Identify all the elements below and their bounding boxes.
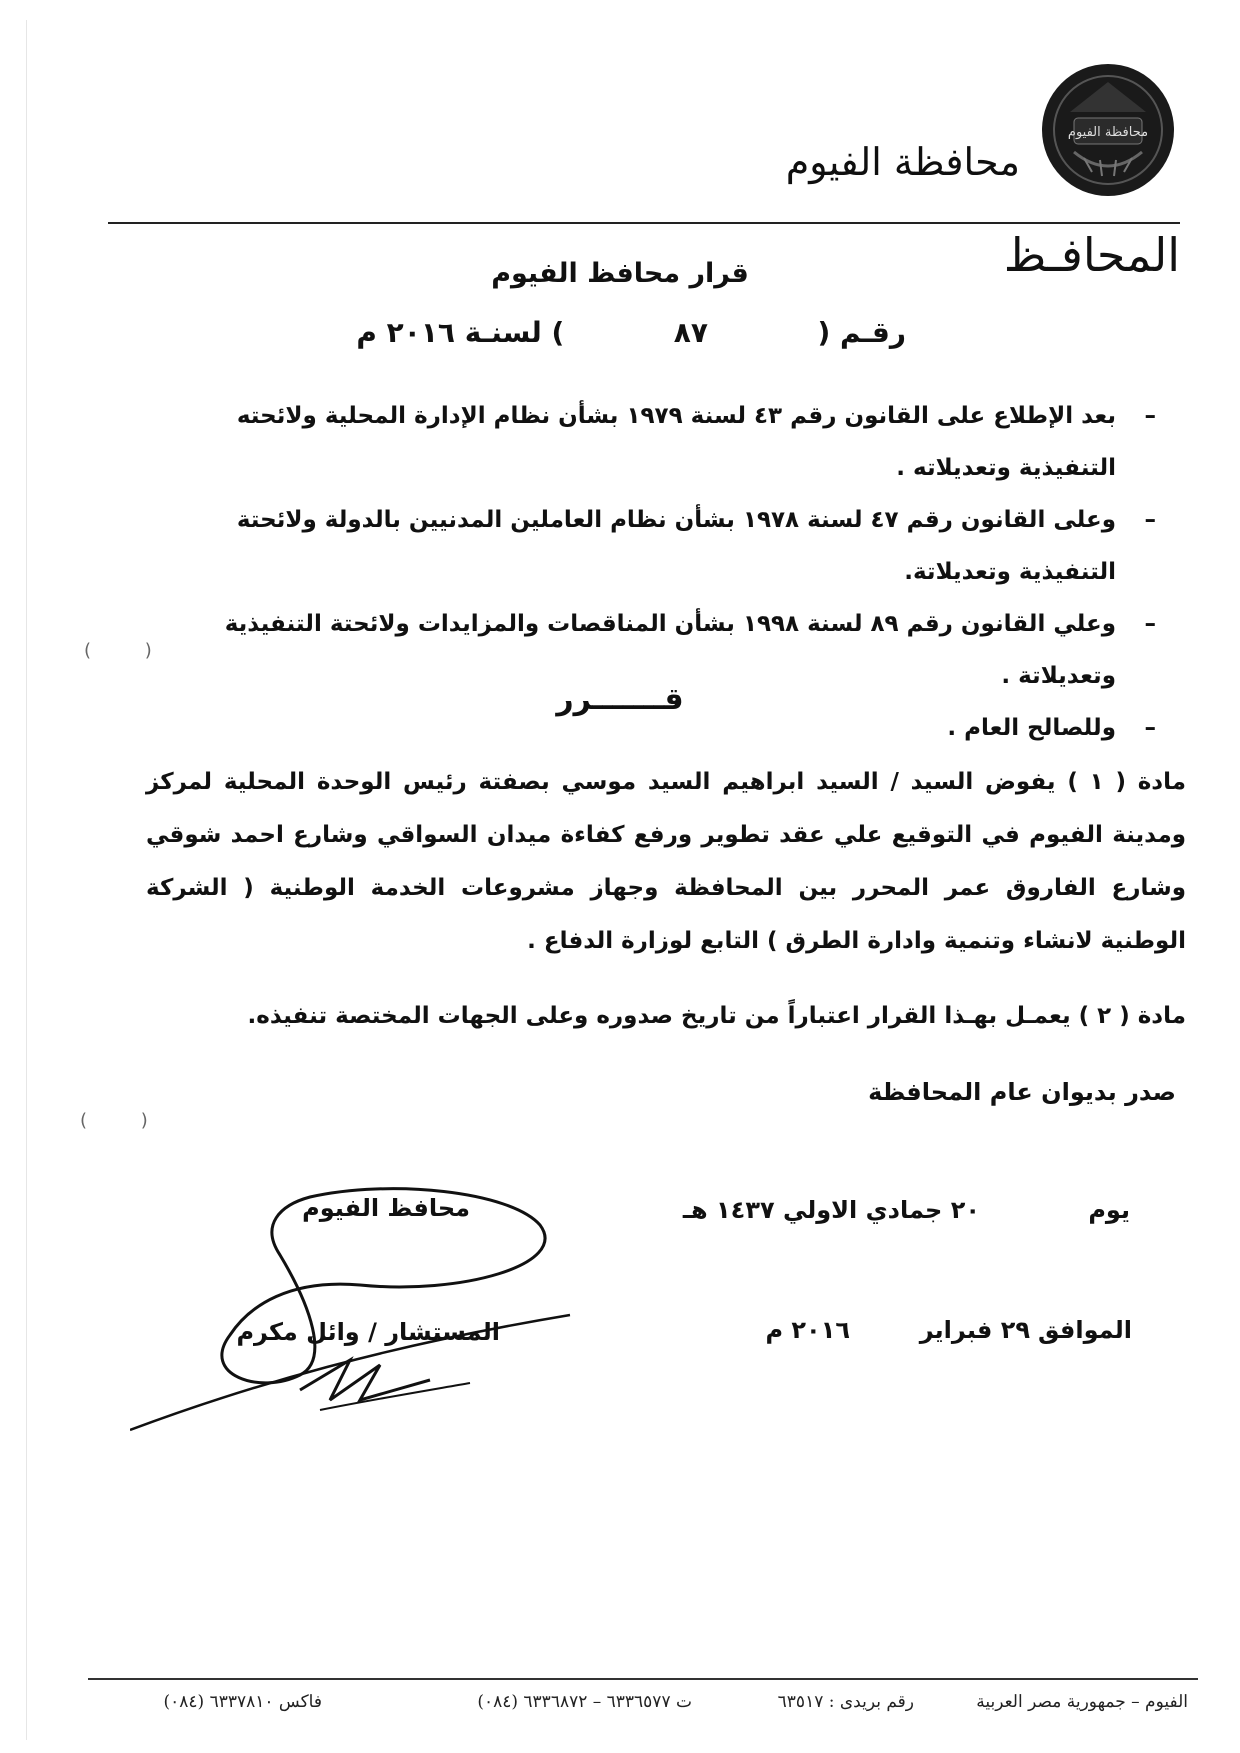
signatory-title: محافظ الفيوم: [302, 1194, 470, 1222]
article-1-label: مادة ( ١ ): [1067, 769, 1186, 795]
preamble-text: بعد الإطلاع على القانون رقم ٤٣ لسنة ١٩٧٩ بشأن نظام الإدارة المحلية ولائحته التنفيذية وتعديلاته .: [236, 403, 1116, 481]
corresponding-label: الموافق: [1038, 1316, 1132, 1344]
issued-at: صدر بديوان عام المحافظة: [868, 1078, 1176, 1106]
dash-mark: –: [1144, 507, 1156, 533]
decree-number-line: [206, 316, 906, 349]
handwritten-signature: [130, 1185, 590, 1445]
margin-parenthesis-mark: ( ): [80, 1110, 172, 1131]
decree-number: ٨٧: [673, 316, 708, 349]
preamble-item: [156, 390, 1156, 494]
footer-po-box: رقم بريدى : ٦٣٥١٧: [777, 1692, 914, 1712]
margin-parenthesis-mark: ( ): [84, 640, 176, 661]
preamble-text: وللصالح العام .: [947, 715, 1116, 741]
logo-text: محافظة الفيوم: [1067, 125, 1149, 140]
preamble-item: [156, 494, 1156, 598]
article-1-text: يفوض السيد / السيد ابراهيم السيد موسي بصفتة رئيس الوحدة المحلية لمركز ومدينة الفيوم في التوقيع علي عقد تطوير ورفع كفاءة ميدان السواقي وشارع احمد شوقي وشارع الفاروق عمر المحرر بين المحافظة وجهاز مشروعات الخدمة الوطنية ( الشركة الوطنية لانشاء وتنمية وادارة الطرق ) التابع لوزارة الدفاع .: [146, 769, 1186, 954]
footer-fax: فاكس ٦٣٣٧٨١٠ (٠٨٤): [163, 1692, 322, 1712]
gregorian-year: ٢٠١٦ م: [765, 1316, 850, 1344]
article-1: [146, 756, 1186, 968]
organization-name: محافظة الفيوم: [785, 140, 1020, 184]
article-2-label: مادة ( ٢ ): [1078, 1003, 1186, 1029]
decree-number-suffix: ) لسنـة ٢٠١٦ م: [356, 316, 565, 349]
footer-telephone: ت ٦٣٣٦٥٧٧ – ٦٣٣٦٨٧٢ (٠٨٤): [477, 1692, 692, 1712]
header-divider: [108, 222, 1180, 224]
dash-mark: –: [1144, 715, 1156, 741]
preamble-text: وعلي القانون رقم ٨٩ لسنة ١٩٩٨ بشأن المناقصات والمزايدات ولائحتة التنفيذية وتعديلاتة .: [224, 611, 1116, 689]
decree-title: قرار محافظ الفيوم: [491, 258, 749, 289]
decree-number-prefix: رقـم (: [817, 316, 906, 349]
preamble-text: وعلى القانون رقم ٤٧ لسنة ١٩٧٨ بشأن نظام العاملين المدنيين بالدولة ولائحتة التنفيذية وتعديلاتة.: [236, 507, 1116, 585]
dash-mark: –: [1144, 403, 1156, 429]
footer-divider: [88, 1678, 1198, 1680]
day-label: يوم: [1088, 1196, 1130, 1224]
hijri-date: ٢٠ جمادي الاولي ١٤٣٧ هـ: [682, 1196, 980, 1224]
article-2: [146, 990, 1186, 1043]
governorate-logo: [1040, 62, 1176, 198]
signatory-name: المستشار / وائل مكرم: [236, 1318, 500, 1346]
article-2-text: يعمـل بهـذا القرار اعتباراً من تاريخ صدوره وعلى الجهات المختصة تنفيذه.: [247, 1003, 1071, 1029]
footer-address: الفيوم – جمهورية مصر العربية: [976, 1692, 1188, 1712]
governor-label: المحافـظ: [1003, 228, 1180, 282]
decision-heading: قـــــــرر: [556, 682, 684, 717]
dash-mark: –: [1144, 611, 1156, 637]
gregorian-day-month: ٢٩ فبراير: [919, 1316, 1030, 1344]
